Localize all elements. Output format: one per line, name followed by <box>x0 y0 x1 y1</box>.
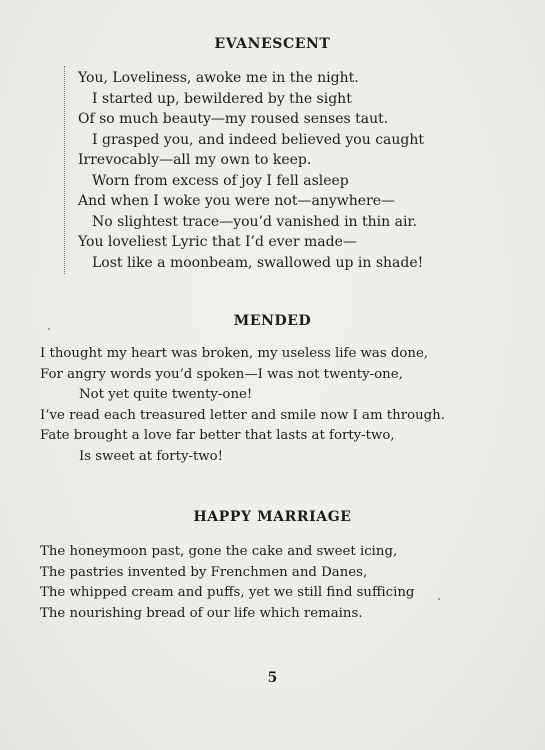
poem-line: The honeymoon past, gone the cake and sweet icing, <box>40 544 398 559</box>
poem-line: Is sweet at forty-two! <box>79 448 224 464</box>
poem-line: No slightest trace—you’d vanished in thin air. <box>92 213 418 230</box>
poem-line: You, Loveliness, awoke me in the night. <box>78 70 359 86</box>
poem-line: I grasped you, and indeed believed you caught <box>92 131 425 148</box>
poem-line: Lost like a moonbeam, swallowed up in shade! <box>92 254 424 271</box>
poem-line: Of so much beauty—my roused senses taut. <box>78 111 389 127</box>
poem-line: The whipped cream and puffs, yet we still find sufficing <box>40 585 415 600</box>
paper-speck <box>438 598 440 600</box>
page-number: 5 <box>267 670 278 686</box>
poem-line: The nourishing bread of our life which remains. <box>40 605 363 621</box>
paper-speck <box>48 328 50 330</box>
poem-line: Not yet quite twenty-one! <box>79 387 253 402</box>
poem-line: I’ve read each treasured letter and smile now I am through. <box>40 407 445 423</box>
poem-line: Irrevocably—all my own to keep. <box>78 152 312 168</box>
poem-title-mended: MENDED <box>233 313 312 329</box>
poem-evanescent <box>78 68 424 273</box>
poem-happy-marriage <box>40 542 414 624</box>
poem-line: Fate brought a love far better that lasts at forty-two, <box>40 428 395 443</box>
poem-title-evanescent: EVANESCENT <box>214 36 331 52</box>
poem-title-happy-marriage: HAPPY MARRIAGE <box>193 509 352 525</box>
poem-line: I started up, bewildered by the sight <box>92 90 352 107</box>
poem-line: For angry words you’d spoken—I was not twenty-one, <box>40 366 403 382</box>
poem-line: The pastries invented by Frenchmen and Danes, <box>40 564 368 580</box>
margin-rule <box>64 66 65 274</box>
poem-line: And when I woke you were not—anywhere— <box>78 193 396 209</box>
poem-mended <box>40 344 445 467</box>
poem-line: Worn from excess of joy I fell asleep <box>92 172 349 189</box>
poem-line: I thought my heart was broken, my useless life was done, <box>40 346 429 361</box>
poem-line: You loveliest Lyric that I’d ever made— <box>78 234 357 250</box>
